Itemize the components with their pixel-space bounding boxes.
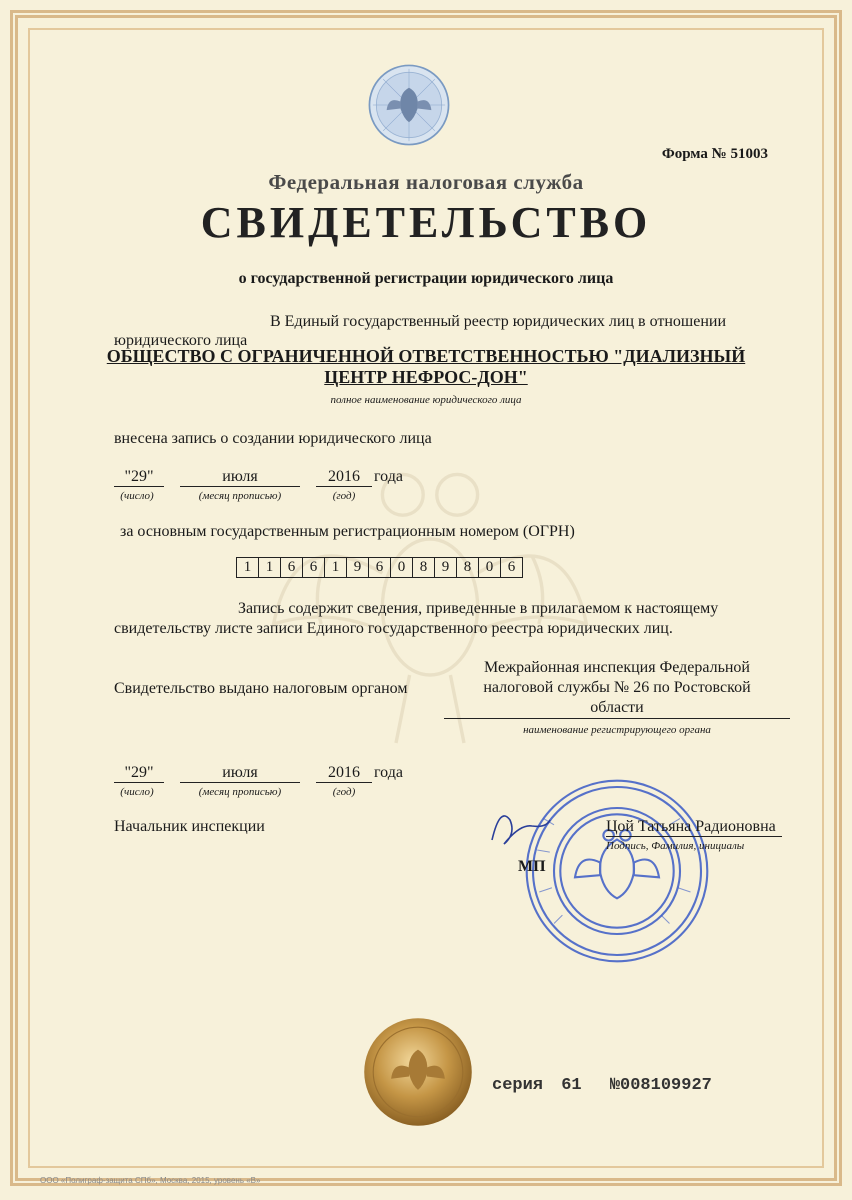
company-name-line-1: ОБЩЕСТВО С ОГРАНИЧЕННОЙ ОТВЕТСТВЕННОСТЬЮ "ДИАЛИЗНЫЙ xyxy=(106,346,746,366)
position-title: Начальник инспекции xyxy=(114,818,265,835)
date2-year-hint: (год) xyxy=(332,786,356,798)
ogrn-label: за основным государственным регистрационным номером (ОГРН) xyxy=(120,523,575,540)
ogrn-digit: 9 xyxy=(347,558,369,577)
authority-name xyxy=(444,658,790,718)
date2-suffix: года xyxy=(374,764,403,781)
signature-icon xyxy=(486,800,556,864)
record-line-2: свидетельству листе записи Единого государственного реестра юридических лиц. xyxy=(114,620,673,637)
agency-name: Федеральная налоговая служба xyxy=(268,170,584,194)
ogrn-digit: 6 xyxy=(369,558,391,577)
date2-month: июля xyxy=(180,764,300,783)
date1-day: "29" xyxy=(114,468,164,487)
authority-underline xyxy=(444,718,790,719)
company-name-line-2: ЦЕНТР НЕФРОС-ДОН" xyxy=(324,367,528,387)
ogrn-digit: 0 xyxy=(479,558,501,577)
intro-line-2: юридического лица xyxy=(114,332,248,349)
authority-line-3: области xyxy=(590,699,644,716)
authority-hint: наименование регистрирующего органа xyxy=(523,724,711,736)
date2-day: "29" xyxy=(114,764,164,783)
authority-line-1: Межрайонная инспекция Федеральной xyxy=(484,659,750,676)
date1-year-hint: (год) xyxy=(332,490,356,502)
date2-month-hint: (месяц прописью) xyxy=(198,786,282,798)
date1-month: июля xyxy=(180,468,300,487)
date1-month-hint: (месяц прописью) xyxy=(198,490,282,502)
emblem-icon xyxy=(366,62,452,148)
ogrn-digit: 0 xyxy=(391,558,413,577)
company-name-hint: полное наименование юридического лица xyxy=(330,394,522,406)
entry-text: внесена запись о создании юридического лица xyxy=(114,430,432,447)
form-number: Форма № 51003 xyxy=(661,146,768,162)
signer-hint: Подпись, Фамилия, инициалы xyxy=(606,840,745,852)
date1-suffix: года xyxy=(374,468,403,485)
ogrn-digit: 1 xyxy=(237,558,259,577)
series-number xyxy=(492,1076,712,1095)
date2-day-hint: (число) xyxy=(120,786,154,798)
ogrn-digit: 6 xyxy=(281,558,303,577)
document-title: СВИДЕТЕЛЬСТВО xyxy=(200,198,652,247)
series-label: серия xyxy=(492,1076,544,1095)
issued-by-label: Свидетельство выдано налоговым органом xyxy=(114,680,408,697)
intro-line-1: В Единый государственный реестр юридических лиц в отношении xyxy=(270,313,727,330)
stamp-place-label: МП xyxy=(518,858,546,875)
ogrn-digit: 9 xyxy=(435,558,457,577)
document-subtitle: о государственной регистрации юридического лица xyxy=(238,270,614,287)
signer-name: Цой Татьяна Радионовна xyxy=(606,818,782,837)
date1-year: 2016 xyxy=(316,468,372,487)
ogrn-digit: 1 xyxy=(259,558,281,577)
company-name xyxy=(0,346,852,388)
serial-number: №008109927 xyxy=(609,1076,712,1095)
ogrn-digit: 8 xyxy=(457,558,479,577)
ogrn-digit: 8 xyxy=(413,558,435,577)
record-line-1: Запись содержит сведения, приведенные в прилагаемом к настоящему xyxy=(238,600,719,617)
ogrn-digit: 1 xyxy=(325,558,347,577)
series-value: 61 xyxy=(561,1076,582,1095)
ogrn-digit: 6 xyxy=(303,558,325,577)
ogrn-number xyxy=(236,557,523,578)
authority-line-2: налоговой службы № 26 по Ростовской xyxy=(483,679,751,696)
hologram-seal-icon xyxy=(362,1014,474,1130)
ogrn-digit: 6 xyxy=(507,559,516,575)
date1-day-hint: (число) xyxy=(120,490,154,502)
date2-year: 2016 xyxy=(316,764,372,783)
printer-footer: ООО «Полиграф-защита СПб», Москва, 2015, уровень «В» xyxy=(40,1176,261,1185)
